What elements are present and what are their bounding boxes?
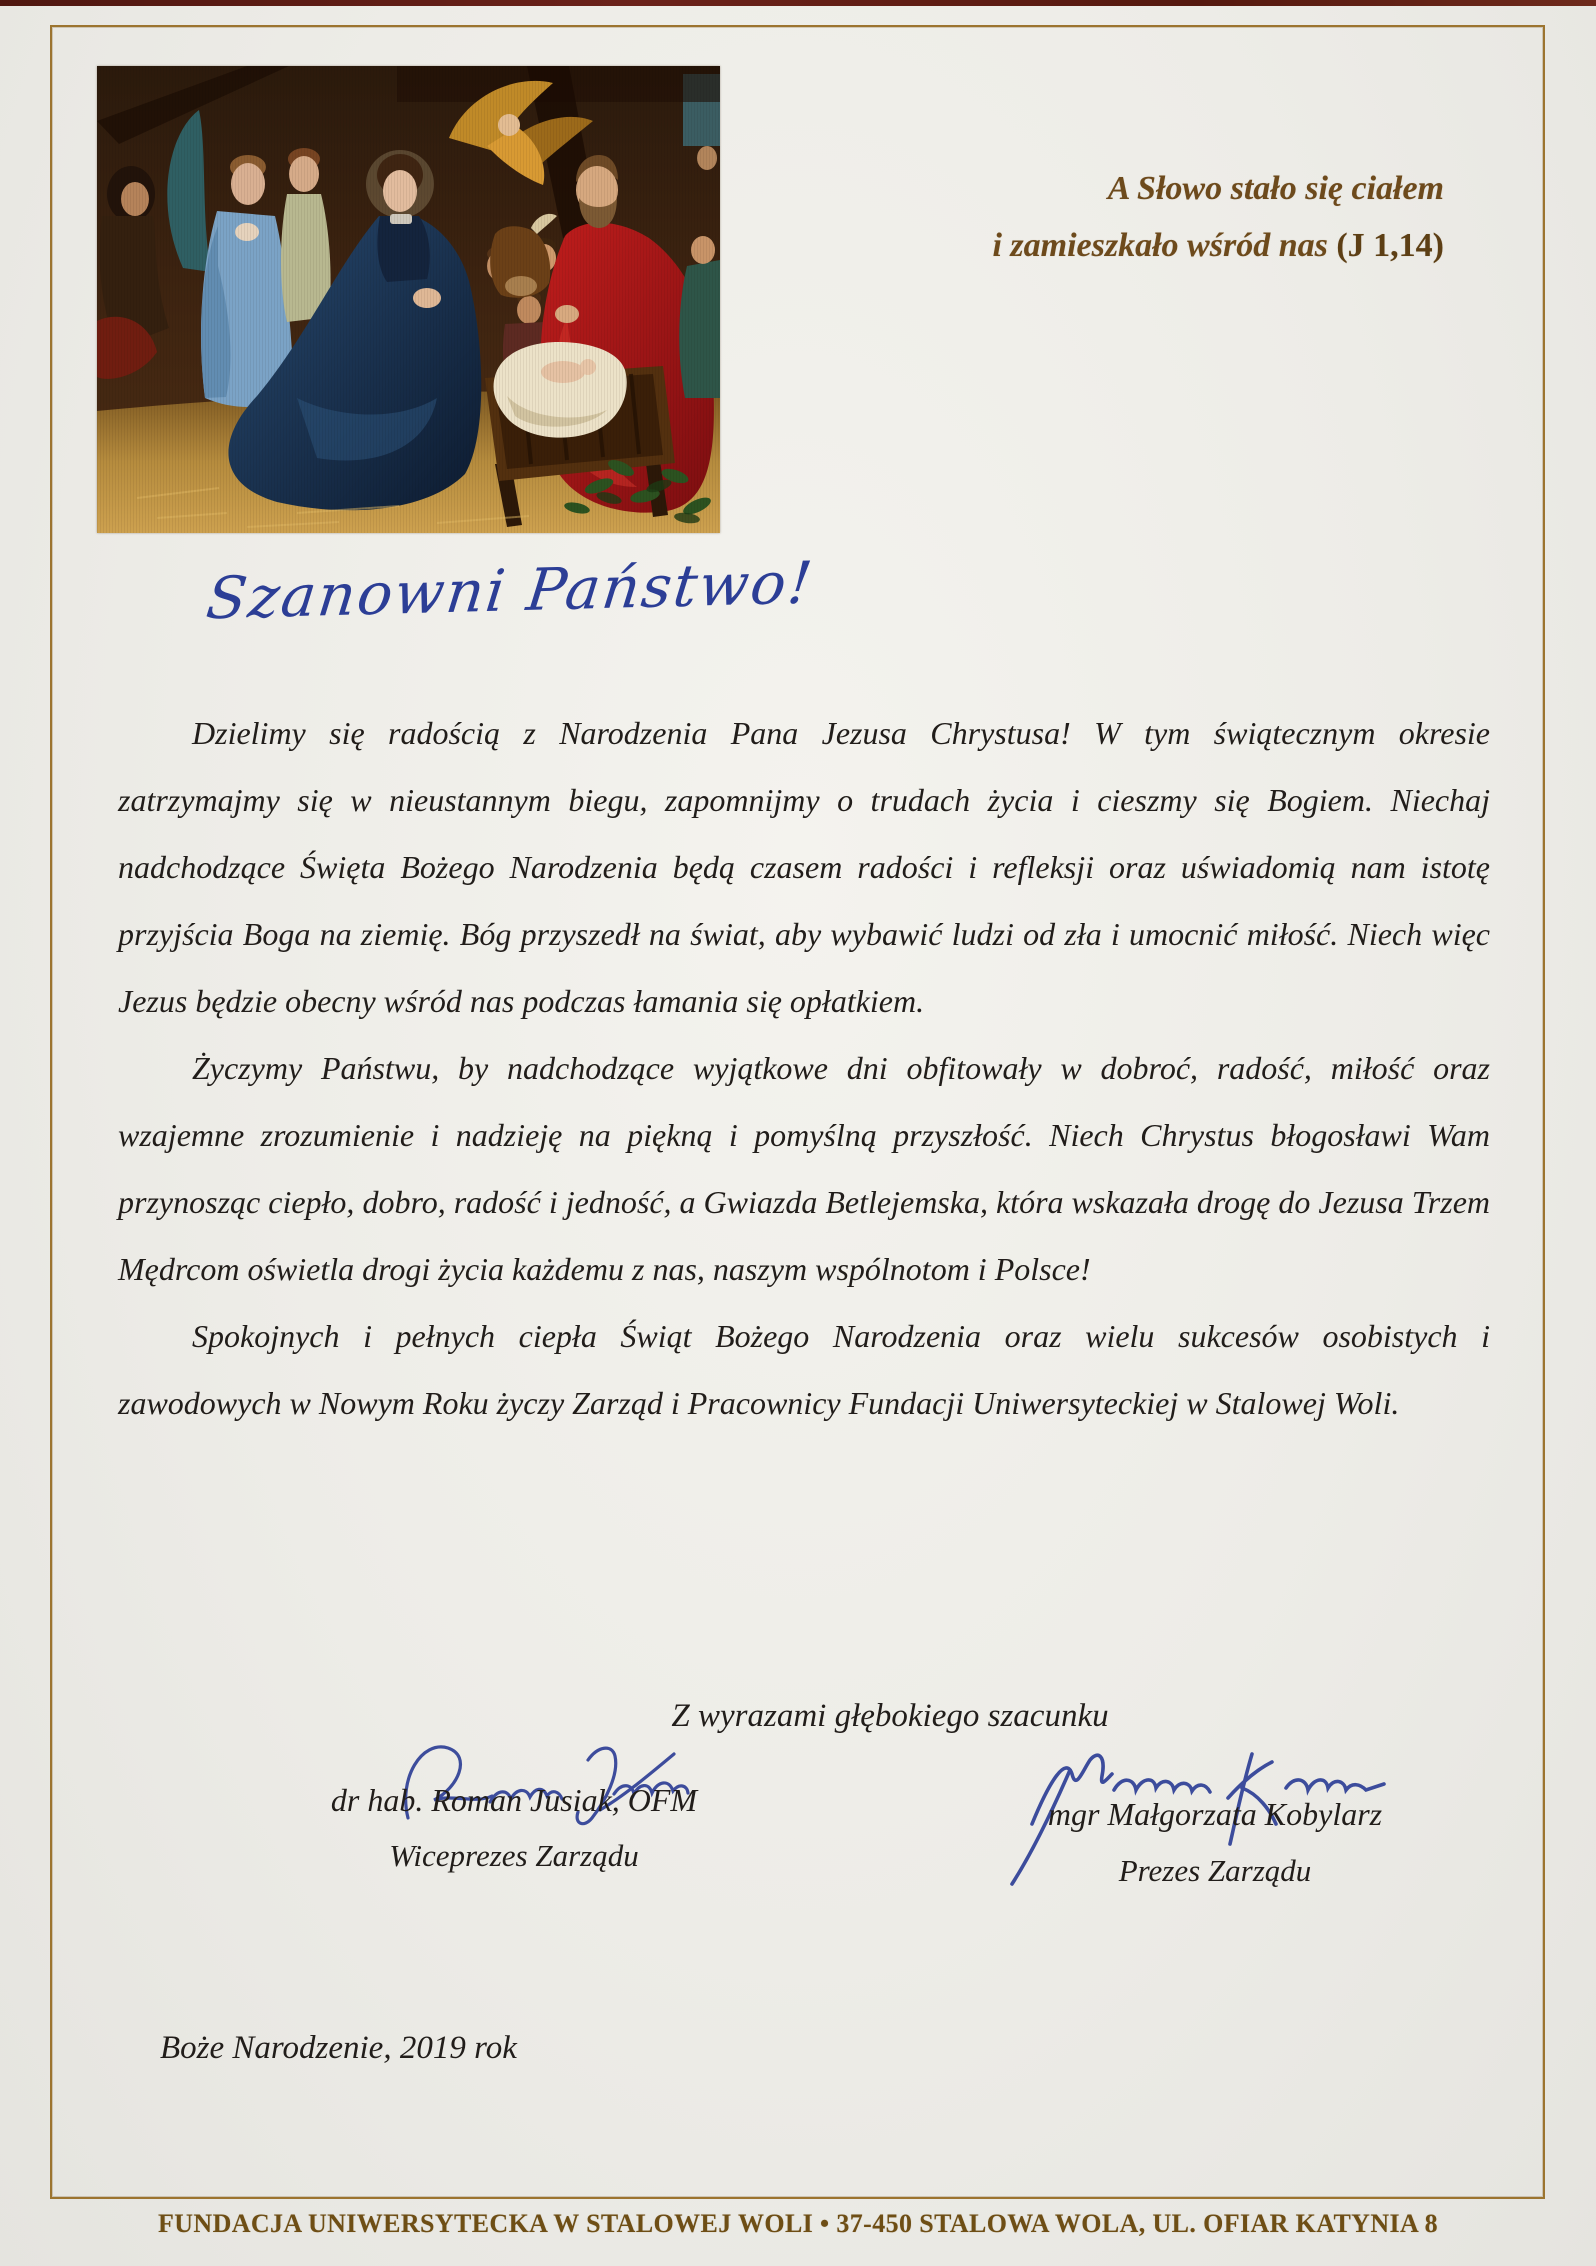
signature-title-left: Wiceprezes Zarządu (389, 1838, 639, 1873)
quote-reference: (J 1,14) (1336, 227, 1444, 264)
paragraph-2: Życzymy Państwu, by nadchodzące wyjątkowe dni obfitowały w dobroć, radość, miłość oraz wzajemne zrozumienie i nadzieję na piękną i pomyślną przyszłość. Niech Chrystus błogosławi Wam przynosząc ciepło, dobro, radość i jedność, a Gwiazda Betlejemska, która wskazała drogę do Jezusa Trzem Mędrcom oświetla drogi życia każdemu z nas, naszym wspólnotom i Polsce! (118, 1050, 1490, 1287)
signature-name-left: dr hab. Roman Jusiak, OFM (330, 1782, 698, 1818)
painting-scan-texture (97, 66, 720, 533)
paragraph-1: Dzielimy się radością z Narodzenia Pana Jezusa Chrystusa! W tym świątecznym okresie zatrzymajmy się w nieustannym biegu, zapomnijmy o trudach życia i cieszmy się Bogiem. Niechaj nadchodzące Święta Bożego Narodzenia będą czasem radości i refleksji oraz uświadomią nam istotę przyjścia Boga na ziemię. Bóg przyszedł na świat, aby wybawić ludzi od zła i umocnić miłość. Niech więc Jezus będzie obecny wśród nas podczas łamania się opłatkiem. (118, 715, 1490, 1019)
letter-body (118, 700, 1490, 1437)
quote-line-1: A Słowo stało się ciałem (1107, 170, 1444, 207)
quote-line-2-text: i zamieszkało wśród nas (992, 227, 1337, 264)
signature-title-right: Prezes Zarządu (1118, 1853, 1312, 1888)
closing-line: Z wyrazami głębokiego szacunku (671, 1698, 1109, 1734)
paragraph-3: Spokojnych i pełnych ciepła Świąt Bożego Narodzenia oraz wielu sukcesów osobistych i zawodowych w Nowym Roku życzy Zarząd i Pracownicy Fundacji Uniwersyteckiej w Stalowej Woli. (118, 1318, 1490, 1421)
signature-name-right: mgr Małgorzata Kobylarz (1047, 1796, 1383, 1832)
quote-line-2 (804, 217, 1444, 274)
handwritten-greeting: Szanowni Państwo! (203, 548, 818, 633)
scripture-quote (804, 160, 1444, 274)
date-line: Boże Narodzenie, 2019 rok (160, 2030, 517, 2066)
scan-top-edge (0, 0, 1596, 6)
footer-address: FUNDACJA UNIWERSYTECKA W STALOWEJ WOLI • 37-450 STALOWA WOLA, UL. OFIAR KATYNIA 8 (158, 2208, 1438, 2238)
